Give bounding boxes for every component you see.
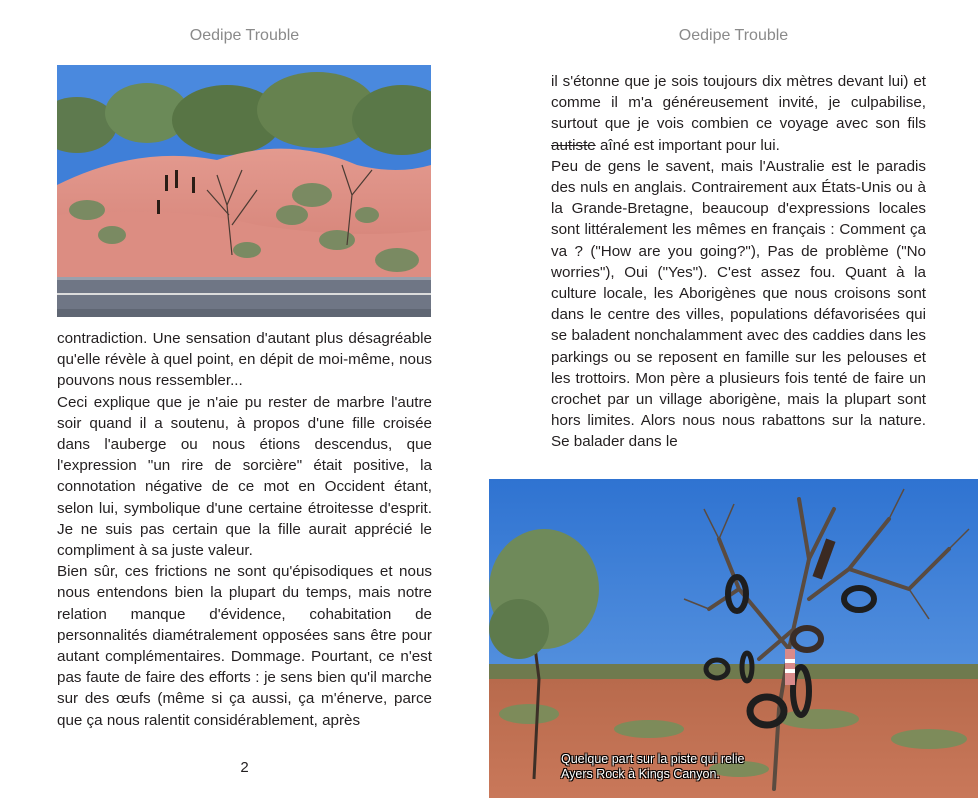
page-number: 2	[240, 759, 249, 776]
right-paragraph-1-end: aîné est important pour lui.	[595, 136, 780, 154]
struck-word: autiste	[551, 136, 596, 154]
right-paragraph-2: Peu de gens le savent, mais l'Australie est le paradis des nuls en anglais. Contrairement aux États-Unis ou à la Grande-Bretagne, beaucoup d'expressions locales sont littéralement les mêmes en français : Comment ça va ? ("How are you going?"), Pas de problème ("No worries"), Oui ("Yes"). C'est assez fou. Quant à la culture locale, les Aborigènes que nous croisons sont dans le centre des villes, populations défavorisées qui se baladent nonchalamment avec des caddies dans les parkings ou se reposent en famille sur les pelouses et les trottoirs. Mon père a plusieurs fois tenté de faire un crochet par un village aborigène, mais la plupart sont hors limites. Alors nous nous rabattons sur la nature. Se balader dans le	[551, 157, 926, 451]
tyre-tree-photo	[489, 479, 978, 798]
running-head-right: Oedipe Trouble	[678, 27, 789, 44]
tyre-tree-photo-illustration	[489, 479, 978, 798]
right-body-text	[551, 71, 926, 453]
right-paragraph-1-start: il s'étonne que je sois toujours dix mètres devant lui) et comme il m'a généreusement invité, je culpabilise, surtout que je vois combien ce voyage avec son fils	[551, 73, 926, 133]
right-page	[489, 0, 978, 798]
left-paragraph-2: Ceci explique que je n'aie pu rester de marbre l'autre soir quand il a soutenu, à propos d'une fille croisée dans l'auberge ou nous étions descendus, que l'expression "un rire de sorcière" était positive, la connotation négative de ce mot en Occident étant, selon lui, symbolique d'une certaine étroitesse d'esprit. Je ne suis pas certain que la fille aurait apprécié le compliment à sa juste valeur.	[57, 393, 432, 560]
caption-line-2: Ayers Rock à Kings Canyon.	[561, 767, 720, 781]
running-head-left: Oedipe Trouble	[189, 27, 300, 44]
dune-photo	[57, 65, 431, 317]
left-body-text	[57, 328, 432, 731]
right-paragraph-1	[551, 71, 926, 156]
caption-line-1: Quelque part sur la piste qui relie	[561, 752, 745, 766]
photo-caption	[561, 752, 744, 782]
left-paragraph-1: contradiction. Une sensation d'autant plus désagréable qu'elle révèle à quel point, en dépit de moi-même, nous pouvons nous ressembler...	[57, 330, 432, 390]
dune-photo-illustration	[57, 65, 431, 317]
left-paragraph-3: Bien sûr, ces frictions ne sont qu'épisodiques et nous nous entendons bien la plupart du temps, mais notre relation manque d'évidence, cohabitation de personnalités diamétralement opposées sans être pour autant complémentaires. Dommage. Pourtant, ce n'est pas faute de faire des efforts : je sens bien qu'il marche sur des œufs (même si ça aussi, ça m'énerve, parce que ça nous ralentit considérablement, après	[57, 563, 432, 729]
